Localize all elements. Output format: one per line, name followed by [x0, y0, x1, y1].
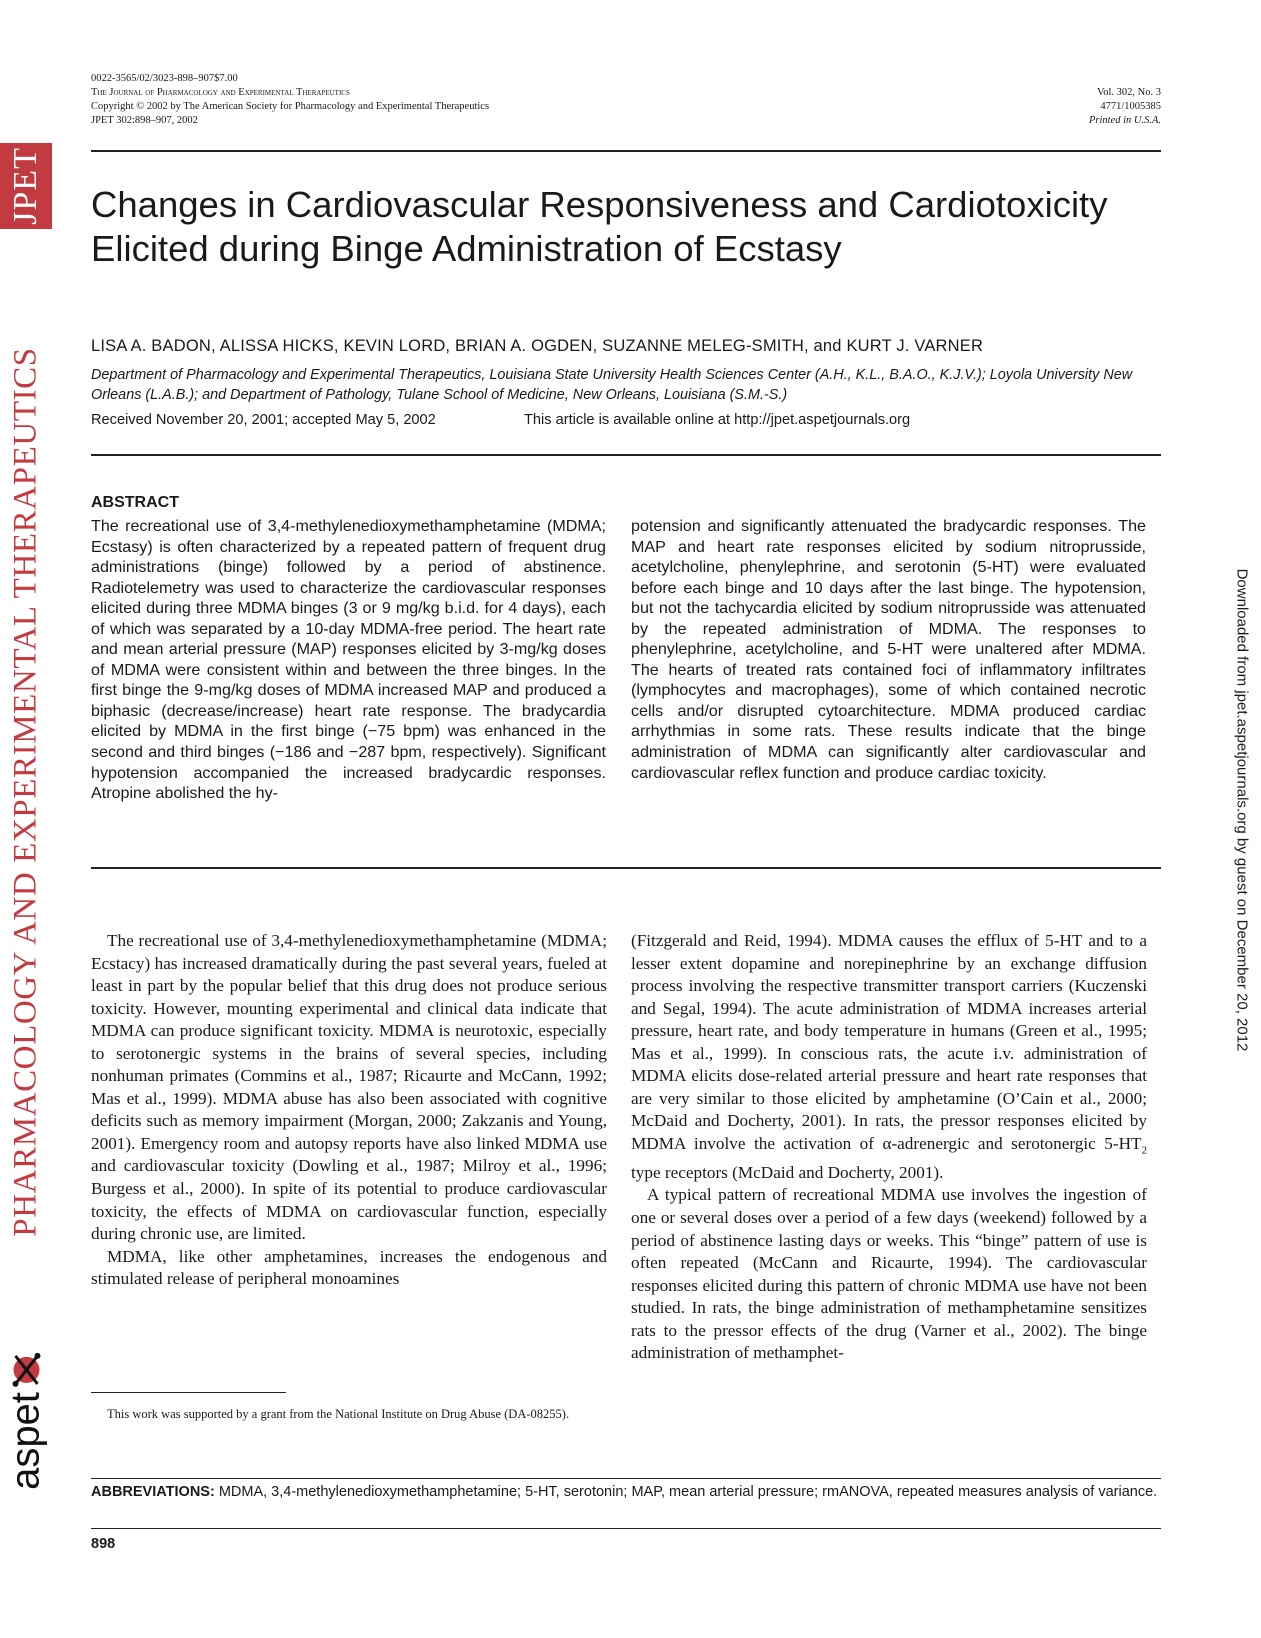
body-paragraph: A typical pattern of recreational MDMA use involves the ingestion of one or several doses over a period of a few days (weekend) followed by a period of abstinence lasting days or weeks. This “binge” pattern of use is often repeated (McCann and Ricaurte, 1994). The cardiovascular responses elicited during this pattern of chronic MDMA use have not been studied. In rats, the binge administration of methamphetamine sensitizes rats to the pressor effects of the drug (Varner et al., 2002). The binge administration of methamphet-	[631, 1185, 1147, 1363]
aspet-molecule-icon	[9, 1350, 43, 1390]
jpet-badge-label: JPET	[7, 147, 44, 225]
aspet-logo-text: aspet	[3, 1392, 48, 1490]
subscript: 2	[1141, 1144, 1147, 1157]
body-left-column	[91, 930, 607, 1291]
article-title: Changes in Cardiovascular Responsiveness and Cardiotoxicity Elicited during Binge Administration of Ecstasy	[91, 184, 1108, 269]
jpet-badge	[0, 143, 52, 229]
abstract-heading: ABSTRACT	[91, 494, 179, 511]
journal-header-right	[1089, 86, 1161, 128]
printed-line: Printed in U.S.A.	[1088, 115, 1161, 126]
article-id: 4771/1005385	[1100, 101, 1161, 112]
volume-line: Vol. 302, No. 3	[1097, 87, 1161, 98]
journal-header-left	[91, 72, 489, 128]
header-rule	[91, 150, 1161, 152]
citation-line: JPET 302:898–907, 2002	[91, 115, 198, 126]
body-paragraph: The recreational use of 3,4-methylenedioxymethamphetamine (MDMA; Ecstacy) has increased dramatically during the past several years, fueled at least in part by the popular belief that this drug does not produce serious toxicity. However, mounting experimental and clinical data indicate that MDMA can produce significant toxicity. MDMA is neurotoxic, especially to serotonergic systems in the brains of several species, including nonhuman primates (Commins et al., 1987; Ricaurte and McCann, 1992; Mas et al., 1999). MDMA abuse has also been associated with cognitive deficits such as memory impairment (Morgan, 2000; Zakzanis and Young, 2001). Emergency room and autopsy reports have also linked MDMA use and cardiovascular toxicity (Dowling et al., 1987; Milroy et al., 1996; Burgess et al., 2000). In spite of its potential to produce cardiovascular toxicity, the effects of MDMA on cardiovascular function, especially during chronic use, are limited.	[91, 931, 607, 1244]
download-notice: Downloaded from jpet.aspetjournals.org by guest on December 20, 2012	[1233, 568, 1251, 1052]
page-number: 898	[91, 1536, 116, 1552]
abbreviations-label: ABBREVIATIONS:	[91, 1484, 215, 1500]
body-paragraph: MDMA, like other amphetamines, increases the endogenous and stimulated release of peripheral monoamines	[91, 1246, 607, 1289]
abstract-right-column: potension and significantly attenuated the bradycardic responses. The MAP and heart rate responses elicited by sodium nitroprusside, acetylcholine, phenylephrine, and serotonin (5-HT) were evaluated before each binge and 10 days after the last binge. The hypotension, but not the tachycardia elicited by sodium nitroprusside was attenuated by the repeated administration of MDMA. The responses to phenylephrine, acetylcholine, and 5-HT were unaltered after MDMA. The hearts of treated rats contained foci of inflammatory infiltrates (lymphocytes and macrophages), some of which contained necrotic cells and/or disrupted cytoarchitecture. MDMA produced cardiac arrhythmias in some rats. These results indicate that the binge administration of MDMA can significantly alter cardiovascular and cardiovascular reflex function and produce cardiac toxicity.	[631, 517, 1146, 782]
funding-footnote: This work was supported by a grant from the National Institute on Drug Abuse (DA-08255).	[107, 1407, 570, 1421]
body-text: type receptors (McDaid and Docherty, 2001).	[631, 1162, 944, 1182]
abbreviations-text: MDMA, 3,4-methylenedioxymethamphetamine; 5-HT, serotonin; MAP, mean arterial pressure; rmANOVA, repeated measures analysis of variance.	[214, 1484, 1158, 1500]
abbreviations-bottom-rule	[91, 1528, 1161, 1529]
body-text: (Fitzgerald and Reid, 1994). MDMA causes the efflux of 5-HT and to a lesser extent dopamine and norepinephrine by an exchange diffusion process involving the respective transmitter transport carriers (Kuczenski and Segal, 1994). The acute administration of MDMA increases arterial pressure, heart rate, and body temperature in humans (Green et al., 1995; Mas et al., 1999). In conscious rats, the acute i.v. administration of MDMA elicits dose-related arterial pressure and heart rate responses that are very similar to those elicited by amphetamine (O’Cain et al., 2000; McDaid and Docherty, 2001). In rats, the pressor responses elicited by MDMA involve the activation of α-adrenergic and serotonergic 5-HT	[631, 931, 1147, 1153]
author-list: LISA A. BADON, ALISSA HICKS, KEVIN LORD, BRIAN A. OGDEN, SUZANNE MELEG-SMITH, and KURT J. VARNER	[91, 337, 984, 355]
online-availability: This article is available online at http://jpet.aspetjournals.org	[524, 412, 911, 428]
footnote-rule	[91, 1392, 286, 1393]
abstract-left-column: The recreational use of 3,4-methylenedioxymethamphetamine (MDMA; Ecstasy) is often characterized by a repeated pattern of frequent drug administrations (binge) followed by a period of abstinence. Radiotelemetry was used to characterize the cardiovascular responses elicited during three MDMA binges (3 or 9 mg/kg b.i.d. for 4 days), each of which was separated by a 10-day MDMA-free period. The heart rate and mean arterial pressure (MAP) responses elicited by 3-mg/kg doses of MDMA were consistent within and between the three binges. In the first binge the 9-mg/kg doses of MDMA increased MAP and produced a biphasic (decrease/increase) heart rate response. The bradycardia elicited by MDMA in the first binge (−75 bpm) was enhanced in the second and third binges (−186 and −287 bpm, respectively). Significant hypotension accompanied the increased bradycardic responses. Atropine abolished the hy-	[91, 517, 606, 803]
abbreviations	[91, 1482, 1161, 1502]
affiliations: Department of Pharmacology and Experimental Therapeutics, Louisiana State University Health Sciences Center (A.H., K.L., B.A.O., K.J.V.); Loyola University New Orleans (L.A.B.); and Department of Pathology, Tulane School of Medicine, New Orleans, Louisiana (S.M.-S.)	[91, 367, 1133, 403]
journal-name: The Journal of Pharmacology and Experimental Therapeutics	[91, 87, 350, 98]
received-dates: Received November 20, 2001; accepted May 5, 2002	[91, 412, 436, 428]
journal-rail-title: PHARMACOLOGY AND EXPERIMENTAL THERAPEUTICS	[7, 347, 44, 1237]
abstract-rule	[91, 867, 1161, 869]
abbreviations-top-rule	[91, 1478, 1161, 1479]
title-rule	[91, 454, 1161, 456]
copyright-line: Copyright © 2002 by The American Society for Pharmacology and Experimental Therapeutics	[91, 101, 490, 112]
aspet-logo	[4, 1350, 49, 1490]
body-paragraph	[631, 930, 1147, 1184]
issn-line: 0022-3565/02/3023-898–907$7.00	[91, 73, 238, 84]
body-right-column	[631, 930, 1147, 1365]
